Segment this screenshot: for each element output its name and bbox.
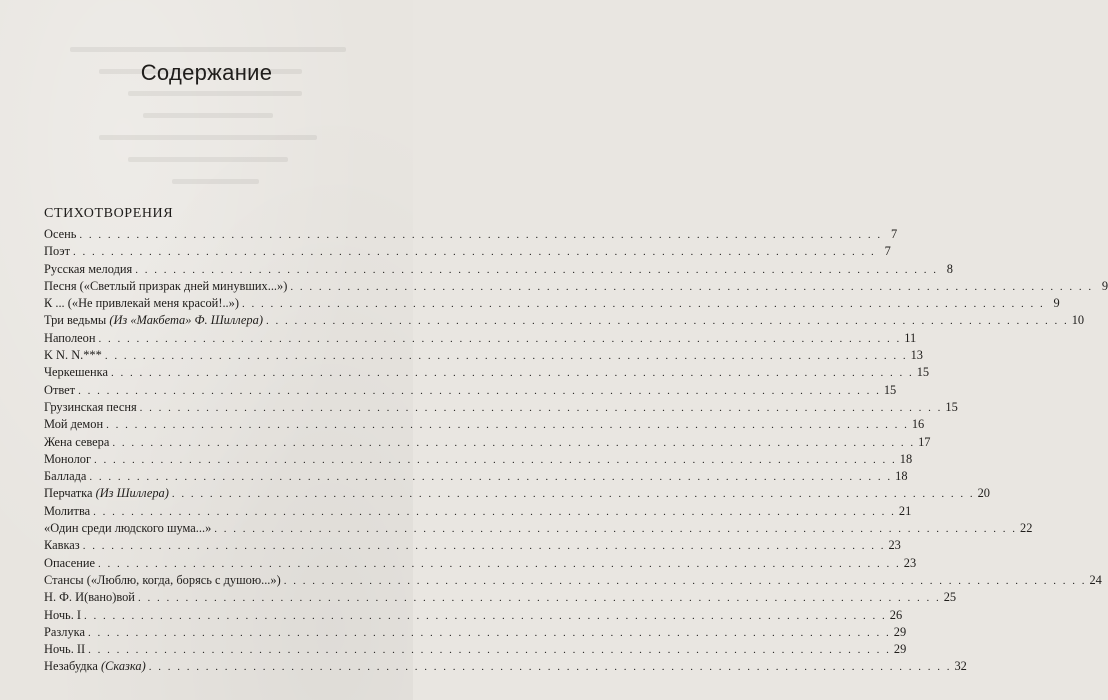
toc-entry-title-text: Баллада	[44, 469, 87, 484]
toc-entry-title-text: Осень	[44, 227, 77, 241]
toc-entry-title	[44, 520, 211, 537]
toc-entry	[44, 261, 953, 278]
dot-leader	[88, 625, 891, 642]
toc-entry-page-number: 9	[1053, 296, 1060, 311]
toc-entry-page-number: 18	[899, 451, 913, 466]
toc-entry-title-text: Черкешенка	[44, 365, 108, 380]
toc-entry-page-number: 29	[893, 642, 907, 657]
toc-entry-title-text: Русская мелодия	[44, 261, 133, 276]
toc-entry-title	[44, 382, 75, 399]
dot-leader	[73, 244, 876, 261]
toc-entry	[44, 555, 917, 572]
toc-entry	[44, 520, 1033, 537]
toc-entry-title-text: Поэт	[44, 244, 71, 259]
toc-entry-title-italic: (Сказка)	[100, 659, 146, 674]
bleed-through-text	[70, 30, 360, 210]
toc-entry	[44, 434, 931, 451]
toc-entry-title-tail: (вано)вой	[84, 590, 135, 605]
toc-entry-title	[44, 226, 76, 243]
toc-entry	[44, 451, 913, 468]
toc-entry	[44, 503, 912, 520]
toc-entry-title	[44, 330, 95, 347]
toc-entry-page-number: 15	[883, 382, 897, 397]
toc-entry-title	[44, 278, 287, 295]
toc-entry	[44, 658, 967, 675]
toc-entry-title-text: Монолог	[44, 451, 92, 466]
toc-entry-title-text: «Один среди людского шума...»	[44, 521, 212, 536]
toc-entry-title	[44, 468, 86, 485]
toc-entry-title	[44, 261, 132, 278]
toc-entry-title	[44, 312, 263, 329]
toc-entry-page-number: 24	[1089, 572, 1102, 587]
toc-entry-title-text: Разлука	[44, 624, 85, 639]
toc-entry-title	[44, 399, 137, 416]
dot-leader	[284, 573, 1087, 590]
toc-entry-page-number: 21	[898, 503, 912, 518]
toc-entry	[44, 347, 923, 364]
toc-entry-title	[44, 503, 90, 520]
page-title: Содержание	[140, 60, 273, 85]
toc-entry-title-text: Ночь. II	[44, 642, 86, 657]
dot-leader	[149, 659, 952, 676]
toc-entry-title	[44, 589, 135, 606]
dot-leader	[106, 417, 909, 434]
dot-leader	[84, 608, 887, 625]
toc-entry	[44, 468, 908, 485]
toc-entry-title-text: Жена севера	[44, 434, 110, 449]
toc-entry	[44, 416, 925, 433]
dot-leader	[98, 331, 901, 348]
toc-entry	[44, 537, 901, 554]
toc-entry-page-number: 7	[890, 227, 898, 241]
toc-entry-page-number: 20	[977, 486, 990, 501]
toc-entry-title-text: K N. N.***	[44, 348, 102, 363]
dot-leader	[105, 348, 908, 365]
toc-entry	[44, 399, 958, 416]
toc-entry-page-number: 16	[911, 417, 925, 432]
toc-entry-title	[44, 347, 102, 364]
toc-entry-page-number: 13	[910, 348, 923, 363]
toc-entry	[44, 226, 898, 243]
toc-entry-page-number: 9	[1101, 278, 1108, 293]
toc-entry-title-text: Ночь. I	[44, 607, 82, 622]
dot-leader	[93, 504, 896, 521]
table-of-contents	[44, 226, 1108, 676]
toc-entry-title	[44, 364, 108, 381]
toc-entry-title	[44, 295, 239, 312]
toc-entry-title-text: Опасение	[44, 555, 95, 570]
toc-entry-page-number: 15	[945, 399, 958, 414]
toc-entry-title	[44, 451, 91, 468]
toc-entry-title	[44, 658, 146, 675]
toc-entry-title-text: Кавказ	[44, 538, 80, 553]
toc-entry	[44, 364, 930, 381]
toc-entry-title	[44, 243, 70, 260]
toc-entry-title	[44, 555, 95, 572]
dot-leader	[94, 452, 897, 469]
toc-entry-title-text: Стансы («Люблю, когда, борясь с душою...»)	[44, 572, 281, 587]
toc-entry-page-number: 26	[889, 607, 903, 622]
toc-entry-page-number: 11	[904, 330, 917, 345]
section-heading: СТИХОТВОРЕНИЯ	[44, 206, 174, 221]
toc-entry-title-text: Три ведьмы	[44, 313, 110, 328]
toc-entry-title-text: Мой демон	[44, 417, 104, 432]
dot-leader	[138, 590, 941, 607]
toc-entry-page-number: 22	[1020, 521, 1033, 536]
toc-entry	[44, 624, 907, 641]
toc-entry-page-number: 32	[954, 659, 967, 674]
toc-entry-page-number: 7	[884, 244, 891, 259]
toc-entry-title	[44, 537, 80, 554]
toc-entry-page-number: 18	[895, 469, 908, 484]
toc-entry	[44, 312, 1085, 329]
dot-leader	[266, 313, 1069, 330]
toc-entry-page-number: 15	[916, 365, 930, 380]
toc-entry-title-text: Наполеон	[44, 330, 96, 345]
toc-entry-title	[44, 434, 109, 451]
toc-entry	[44, 589, 957, 606]
toc-entry	[44, 485, 990, 502]
toc-entry-title	[44, 572, 281, 589]
toc-entry-title	[44, 641, 85, 658]
toc-entry-page-number: 23	[903, 555, 917, 570]
toc-entry-title-text: Н. Ф. И	[44, 590, 85, 605]
dot-leader	[172, 486, 975, 503]
toc-entry-title-text: Незабудка	[44, 659, 101, 674]
toc-entry-title-italic: (Из «Макбета» Ф. Шиллера)	[109, 313, 263, 328]
dot-leader	[290, 279, 1093, 296]
dot-leader	[88, 642, 891, 659]
toc-entry	[44, 382, 897, 399]
toc-entry	[44, 278, 1108, 295]
dot-leader	[135, 262, 938, 279]
dot-leader	[78, 383, 881, 400]
toc-entry-title-text: Ответ	[44, 382, 76, 397]
dot-leader	[112, 435, 915, 452]
toc-entry-title-text: К ... («Не привлекай меня красой!..»)	[44, 296, 239, 311]
toc-entry-page-number: 25	[943, 590, 957, 605]
dot-leader	[89, 469, 892, 486]
toc-entry-page-number: 10	[1071, 313, 1085, 328]
toc-entry-page-number: 8	[946, 261, 953, 276]
toc-entry-title	[44, 416, 103, 433]
toc-entry-page-number: 17	[918, 434, 931, 449]
dot-leader	[79, 227, 882, 244]
toc-entry	[44, 243, 891, 260]
toc-entry-page-number: 23	[888, 538, 901, 553]
toc-entry-title-text: Молитва	[44, 503, 91, 518]
toc-entry-title	[44, 624, 85, 641]
toc-entry	[44, 572, 1102, 589]
toc-entry-title	[44, 607, 81, 624]
dot-leader	[111, 365, 914, 382]
toc-entry-page-number: 29	[893, 624, 907, 639]
toc-entry	[44, 295, 1060, 312]
toc-entry-title-text: Перчатка	[44, 486, 96, 501]
toc-entry-title-text: Песня («Светлый призрак дней минувших...»)	[44, 278, 288, 293]
toc-entry-title-text: Грузинская песня	[44, 399, 137, 414]
dot-leader	[214, 521, 1017, 538]
dot-leader	[83, 538, 886, 555]
dot-leader	[140, 400, 943, 417]
dot-leader	[242, 296, 1045, 313]
toc-entry-title-italic: (Из Шиллера)	[95, 486, 169, 501]
toc-entry	[44, 607, 903, 624]
toc-entry-title	[44, 485, 169, 502]
dot-leader	[98, 556, 901, 573]
toc-entry	[44, 330, 917, 347]
toc-entry	[44, 641, 907, 658]
